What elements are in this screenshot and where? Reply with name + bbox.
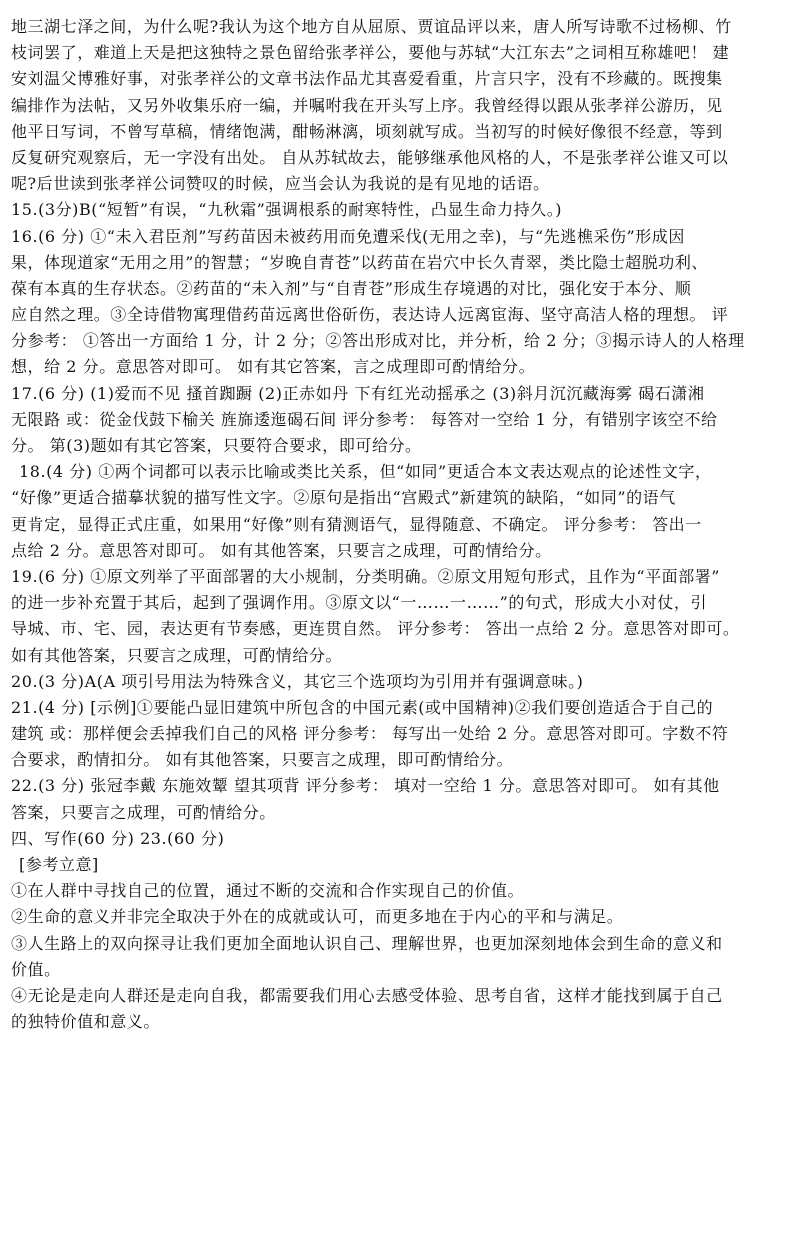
answer-16-line-2: 果，体现道家“无用之用”的智慧；“岁晚自青苍”以药苗在岩穴中长久青翠，类比隐士超脱功利、 (11, 252, 708, 272)
answer-16-line-6: 想，给 2 分。意思答对即可。 如有其它答案，言之成理即可酌情给分。 (11, 357, 536, 377)
passage-translation-line-3: 安刘温父博雅好事，对张孝祥公的文章书法作品尤其喜爱看重，片言只字，没有不珍藏的。既搜集 (11, 69, 723, 89)
answer-19-line-4: 如有其他答案，只要言之成理，可酌情给分。 (11, 645, 343, 665)
answer-16-line-1: 16.(6 分) ①“未入君臣剂”写药苗因未被药用而免遭采伐(无用之幸)，与“先逃樵采伤”形成因 (11, 226, 685, 246)
answer-16-line-5: 分参考： ①答出一方面给 1 分，计 2 分；②答出形成对比，并分析，给 2 分；③揭示诗人的人格理 (11, 331, 745, 351)
answer-22-line-2: 答案，只要言之成理，可酌情给分。 (11, 802, 276, 822)
reference-idea-4-line-2: 的独特价值和意义。 (11, 1012, 160, 1032)
answer-18-line-2: “好像”更适合描摹状貌的描写性文字。②原句是指出“宫殿式”新建筑的缺陷，“如同”的语气 (11, 488, 676, 508)
answer-17-line-2: 无限路 或：從金伐鼓下榆关 旌旆逶迤碣石间 评分参考： 每答对一空给 1 分，有错别字该空不给 (11, 409, 718, 429)
answer-19-line-2: 的进一步补充置于其后，起到了强调作用。③原文以“一……一……”的句式，形成大小对仗，引 (11, 593, 708, 613)
answer-22-line-1: 22.(3 分) 张冠李戴 东施效颦 望其项背 评分参考： 填对一空给 1 分。意思答对即可。 如有其他 (11, 776, 720, 796)
answer-19-line-1: 19.(6 分) ①原文列举了平面部署的大小规制，分类明确。②原文用短句形式，且作为“平面部署” (11, 566, 721, 586)
passage-translation-line-1: 地三湖七泽之间，为什么呢?我认为这个地方自从屈原、贾谊品评以来，唐人所写诗歌不过杨柳、竹 (11, 17, 732, 36)
answer-18-line-4: 点给 2 分。意思答对即可。 如有其他答案，只要言之成理，可酌情给分。 (11, 540, 552, 560)
answer-21-line-1: 21.(4 分) [示例]①要能凸显旧建筑中所包含的中国元素(或中国精神)②我们要创造适合于自己的 (11, 697, 714, 717)
passage-translation-line-7: 呢?后世读到张孝祥公词赞叹的时候，应当会认为我说的是有见地的话语。 (11, 174, 550, 194)
passage-translation-line-2: 枝词罢了，难道上天是把这独特之景色留给张孝祥公，要他与苏轼“大江东去”之词相互称雄吧！ 建 (11, 43, 730, 63)
reference-idea-3-line-2: 价值。 (11, 959, 61, 979)
answer-20: 20.(3 分)A(A 项引号用法为特殊含义，其它三个选项均为引用并有强调意味。) (11, 671, 584, 691)
reference-idea-2: ②生命的意义并非完全取决于外在的成就或认可，而更多地在于内心的平和与满足。 (11, 907, 624, 927)
answer-18-line-3: 更肯定，显得正式庄重，如果用“好像”则有猜测语气，显得随意、不确定。 评分参考： 答出一 (11, 514, 702, 534)
answer-21-line-2: 建筑 或：那样便会丢掉我们自己的风格 评分参考： 每写出一处给 2 分。意思答对即可。字数不符 (11, 724, 729, 744)
reference-idea-3-line-1: ③人生路上的双向探寻让我们更加全面地认识自己、理解世界，也更加深刻地体会到生命的意义和 (11, 933, 723, 953)
reference-idea-4-line-1: ④无论是走向人群还是走向自我，都需要我们用心去感受体验、思考自省，这样才能找到属于自己 (11, 985, 723, 1005)
answer-19-line-3: 导城、市、宅、园，表达更有节奏感，更连贯自然。 评分参考： 答出一点给 2 分。意思答对即可。 (11, 619, 740, 639)
reference-idea-1: ①在人群中寻找自己的位置，通过不断的交流和合作实现自己的价值。 (11, 881, 525, 901)
answer-16-line-3: 葆有本真的生存状态。②药苗的“未入剂”与“自青苍”形成生存境遇的对比，强化安于本分、顺 (11, 278, 692, 298)
answer-17-line-1: 17.(6 分) (1)爱而不见 搔首踟蹰 (2)正赤如丹 下有红光动摇承之 (3)斜月沉沉藏海雾 碣石潇湘 (11, 383, 705, 403)
answer-document (11, 14, 787, 1035)
reference-ideas-heading: [参考立意] (19, 855, 99, 874)
passage-translation-line-6: 反复研究观察后，无一字没有出处。 自从苏轼故去，能够继承他风格的人，不是张孝祥公谁又可以 (11, 147, 729, 167)
answer-15: 15.(3分)B(“短暂”有误，“九秋霜”强调根系的耐寒特性，凸显生命力持久。) (11, 200, 563, 220)
passage-translation-line-5: 他平日写词，不曾写草稿，情绪饱满，酣畅淋漓，顷刻就写成。当初写的时候好像很不经意，等到 (11, 121, 723, 141)
answer-21-line-3: 合要求，酌情扣分。 如有其他答案，只要言之成理，即可酌情给分。 (11, 750, 514, 770)
answer-16-line-4: 应自然之理。③全诗借物寓理借药苗远离世俗斫伤，表达诗人远离宦海、坚守高洁人格的理想。 评 (11, 305, 729, 325)
section-writing-heading: 四、写作(60 分) 23.(60 分) (11, 828, 225, 848)
answer-17-line-3: 分。 第(3)题如有其它答案，只要符合要求，即可给分。 (11, 436, 422, 455)
passage-translation-line-4: 编排作为法帖，又另外收集乐府一编，并嘱咐我在开头写上序。我曾经得以跟从张孝祥公游历，见 (11, 95, 723, 115)
answer-18-line-1: 18.(4 分) ①两个词都可以表示比喻或类比关系，但“如同”更适合本文表达观点的论述性文字， (19, 462, 712, 482)
